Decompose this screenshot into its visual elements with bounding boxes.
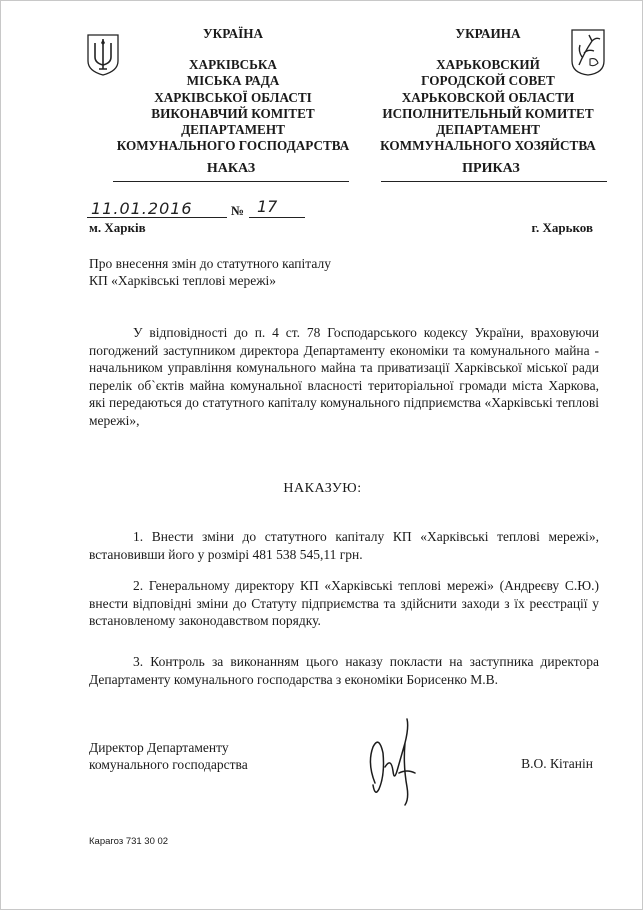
- country-name-ua: УКРАЇНА: [202, 26, 264, 41]
- subject-line: Про внесення змін до статутного капіталу: [89, 256, 331, 271]
- org-line: МІСЬКА РАДА: [186, 73, 280, 89]
- header-left: [113, 26, 353, 154]
- order-title-ua: НАКАЗ: [206, 161, 256, 176]
- order-title-ru: ПРИКАЗ: [462, 161, 520, 176]
- org-line: ГОРОДСКОЙ СОВЕТ: [421, 73, 555, 89]
- handwritten-signature: [361, 713, 431, 808]
- order-number: 17: [257, 197, 278, 216]
- org-line: КОМУНАЛЬНОГО ГОСПОДАРСТВА: [116, 138, 350, 154]
- resolution-heading: НАКАЗУЮ:: [283, 481, 362, 496]
- title-divider: [113, 181, 349, 182]
- org-line: ИСПОЛНИТЕЛЬНЫЙ КОМИТЕТ: [382, 105, 594, 121]
- position-line: Директор Департаменту: [89, 740, 229, 755]
- order-item: 3. Контроль за виконанням цього наказу покласти на заступника директора Департаменту комунального господарства з економіки Борисенко М.В.: [89, 654, 599, 687]
- signatory-position: [89, 739, 248, 773]
- org-line: КОММУНАЛЬНОГО ХОЗЯЙСТВА: [380, 138, 596, 154]
- org-line: ХАРЬКОВСКИЙ: [436, 57, 540, 73]
- org-line: ХАРКІВСЬКОЇ ОБЛАСТІ: [154, 89, 312, 105]
- title-divider: [381, 181, 607, 182]
- subject-line: КП «Харківські теплові мережі»: [89, 273, 277, 288]
- org-line: ДЕПАРТАМЕНТ: [181, 122, 285, 138]
- order-item: 1. Внести зміни до статутного капіталу КП «Харківські теплові мережі», встановивши його у розмірі 481 538 545,11 грн.: [89, 529, 599, 562]
- signatory-name: В.О. Кітанін: [521, 756, 593, 771]
- executor-contact: Карагоз 731 30 02: [89, 836, 169, 847]
- order-subject: [89, 255, 429, 289]
- number-label: №: [231, 203, 245, 218]
- org-line: ДЕПАРТАМЕНТ: [436, 122, 540, 138]
- position-line: комунального господарства: [89, 757, 248, 772]
- number-underline: [249, 217, 305, 218]
- country-name-ru: УКРАИНА: [455, 26, 521, 41]
- order-item: 2. Генеральному директору КП «Харківські теплові мережі» (Андреєву С.Ю.) внести відповідні зміни до Статуту підприємства та здійснити заходи з їх реєстрації у встановленому законодавством порядку.: [89, 578, 599, 628]
- org-line: ХАРЬКОВСКОЙ ОБЛАСТИ: [401, 89, 575, 105]
- header-right: [373, 26, 603, 154]
- org-line: ХАРКІВСЬКА: [189, 57, 277, 73]
- order-date: 11.01.2016: [91, 199, 193, 218]
- preamble-paragraph: У відповідності до п. 4 ст. 78 Господарського кодексу України, враховуючи погоджений заступником директора Департаменту економіки та комунального майна - начальником управління комунального майна та приватизації Харківської міської ради перелік об`єктів майна комунальної власності територіальної громади міста Харкова, які передаються до статутного капіталу комунального підприємства «Харківські теплові мережі»,: [89, 325, 599, 428]
- city-ru: г. Харьков: [531, 220, 593, 235]
- city-ua: м. Харків: [89, 220, 146, 235]
- date-underline: [87, 217, 227, 218]
- org-line: ВИКОНАВЧИЙ КОМІТЕТ: [151, 105, 315, 121]
